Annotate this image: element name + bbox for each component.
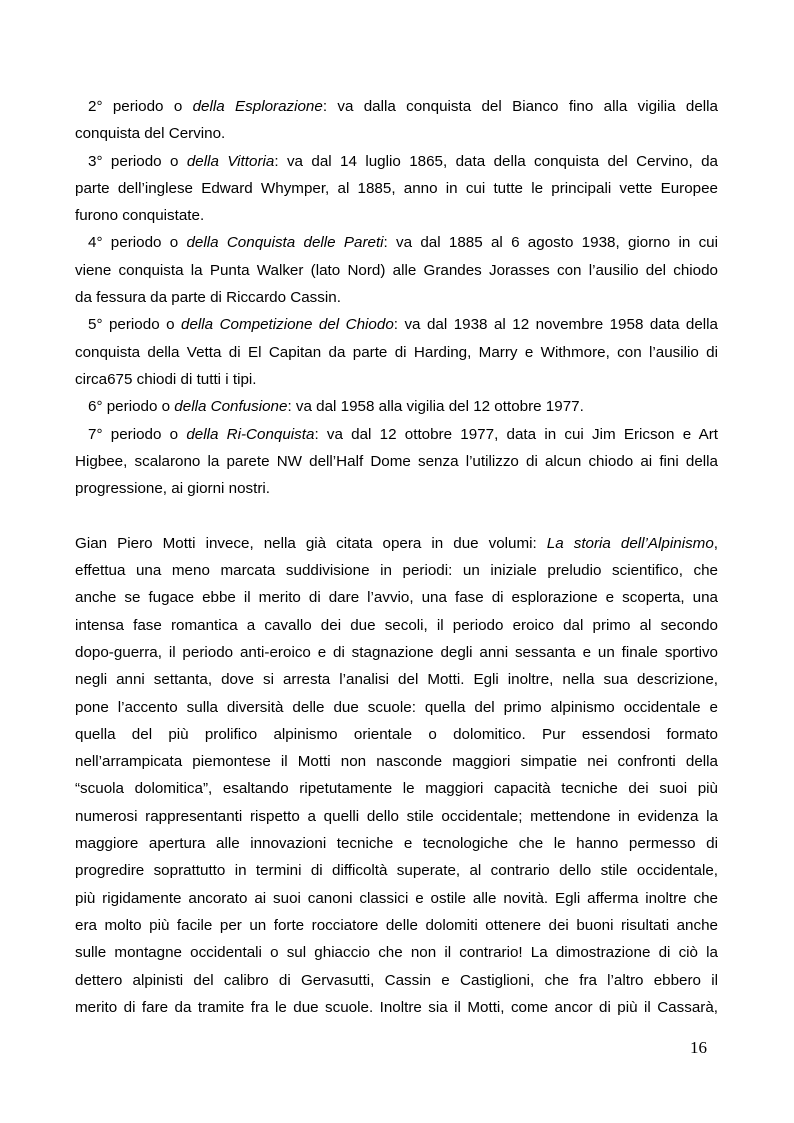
period-2-line-2: conquista del Cervino.: [75, 125, 226, 143]
period-4-line-3: da fessura da parte di Riccardo Cassin.: [75, 289, 341, 307]
book-title: La storia dell’Alpinismo: [546, 534, 714, 552]
motti-paragraph-line: dettero alpinisti del calibro di Gervasutti, Cassin e Castiglioni, che fra l’altro ebbero il: [75, 971, 718, 989]
motti-paragraph-line: intensa fase romantica a cavallo dei due secoli, il periodo eroico dal primo al secondo: [75, 616, 718, 634]
period-label: 6° periodo o: [88, 398, 175, 416]
page-number: 16: [690, 1038, 707, 1057]
motti-paragraph-line: anche se fugace ebbe il merito di dare l’avvio, una fase di esplorazione e scoperta, una: [75, 589, 718, 607]
period-label: 2° periodo o: [88, 98, 193, 115]
motti-paragraph-line: “scuola dolomitica”, esaltando ripetutamente le maggiori capacità tecniche dei suoi più: [75, 780, 718, 798]
period-name: della Esplorazione: [192, 98, 323, 115]
motti-paragraph-line: maggiore apertura alle innovazioni tecniche e tecnologiche che le hanno permesso di: [75, 835, 718, 853]
period-name: della Competizione del Chiodo: [181, 316, 394, 334]
period-text: : va dal 1885 al 6 agosto 1938, giorno in cui: [383, 234, 718, 252]
period-label: 3° periodo o: [88, 152, 187, 170]
paragraph-gap: [75, 502, 718, 529]
period-7-line-2: Higbee, scalarono la parete NW dell’Half Dome senza l’utilizzo di alcun chiodo ai fini della: [75, 452, 718, 470]
period-5-line-3: circa675 chiodi di tutti i tipi.: [75, 370, 257, 388]
period-name: della Vittoria: [186, 152, 275, 170]
period-text: : va dal 1938 al 12 novembre 1958 data della: [393, 316, 718, 334]
period-name: della Ri-Conquista: [186, 425, 315, 443]
period-4-line-1: [75, 229, 718, 256]
motti-paragraph-line: negli anni settanta, dove si arresta l’analisi del Motti. Egli inoltre, nella sua descrizione,: [75, 671, 718, 689]
period-3-line-1: [75, 148, 718, 175]
period-text: : va dal 1958 alla vigilia del 12 ottobre 1977.: [287, 398, 584, 416]
motti-text: ,: [713, 534, 718, 552]
motti-paragraph-line: progredire soprattutto in termini di difficoltà superate, al contrario dello stile occidentale,: [75, 862, 718, 880]
motti-paragraph-line: merito di fare da tramite fra le due scuole. Inoltre sia il Motti, come ancor di più il Cassarà,: [75, 998, 718, 1016]
motti-paragraph-line: quella del più prolifico alpinismo orientale o dolomitico. Pur essendosi formato: [75, 725, 718, 743]
motti-paragraph-line-1: [75, 530, 718, 557]
period-5-line-2: conquista della Vetta di El Capitan da parte di Harding, Marry e Withmore, con l’ausilio di: [75, 343, 718, 361]
period-text: : va dal 12 ottobre 1977, data in cui Jim Ericson e Art: [314, 425, 718, 443]
period-label: 4° periodo o: [88, 234, 187, 252]
motti-paragraph-line: sulle montagne occidentali o sul ghiaccio che non il contrario! La dimostrazione di ciò la: [75, 944, 718, 962]
period-label: 5° periodo o: [88, 316, 182, 334]
period-3-line-3: furono conquistate.: [75, 207, 205, 225]
period-5-line-1: [75, 311, 718, 338]
period-text: : va dal 14 luglio 1865, data della conquista del Cervino, da: [274, 152, 718, 170]
period-7-line-1: [75, 421, 718, 448]
period-3-line-2: parte dell’inglese Edward Whymper, al 1885, anno in cui tutte le principali vette Europee: [75, 179, 718, 197]
motti-paragraph-line: dopo-guerra, il periodo anti-eroico e di stagnazione degli anni sessanta e un finale sportivo: [75, 643, 718, 661]
period-label: 7° periodo o: [88, 425, 187, 443]
period-name: della Conquista delle Pareti: [186, 234, 384, 252]
motti-paragraph-line: era molto più facile per un forte rocciatore delle dolomiti ottenere dei buoni risultati anche: [75, 916, 718, 934]
period-2-line-1: [75, 93, 718, 120]
motti-text: Gian Piero Motti invece, nella già citata opera in due volumi:: [75, 534, 547, 552]
period-7-line-3: progressione, ai giorni nostri.: [75, 480, 271, 498]
motti-paragraph-line: più rigidamente ancorato ai suoi canoni classici e ostile alle novità. Egli afferma inoltre che: [75, 889, 718, 907]
motti-paragraph-line: effettua una meno marcata suddivisione in periodi: un iniziale preludio scientifico, che: [75, 562, 718, 580]
page-body: [75, 93, 718, 1021]
period-text: : va dalla conquista del Bianco fino alla vigilia della: [322, 98, 718, 115]
period-name: della Confusione: [174, 398, 288, 416]
period-4-line-2: viene conquista la Punta Walker (lato Nord) alle Grandes Jorasses con l’ausilio del chiodo: [75, 261, 718, 279]
motti-paragraph-line: nell’arrampicata piemontese il Motti non nasconde maggiori simpatie nei confronti della: [75, 753, 718, 771]
period-6-line-1: [75, 393, 718, 420]
motti-paragraph-line: numerosi rappresentanti rispetto a quelli dello stile occidentale; mettendone in evidenza la: [75, 807, 718, 825]
motti-paragraph-line: pone l’accento sulla diversità delle due scuole: quella del primo alpinismo occidentale e: [75, 698, 718, 716]
